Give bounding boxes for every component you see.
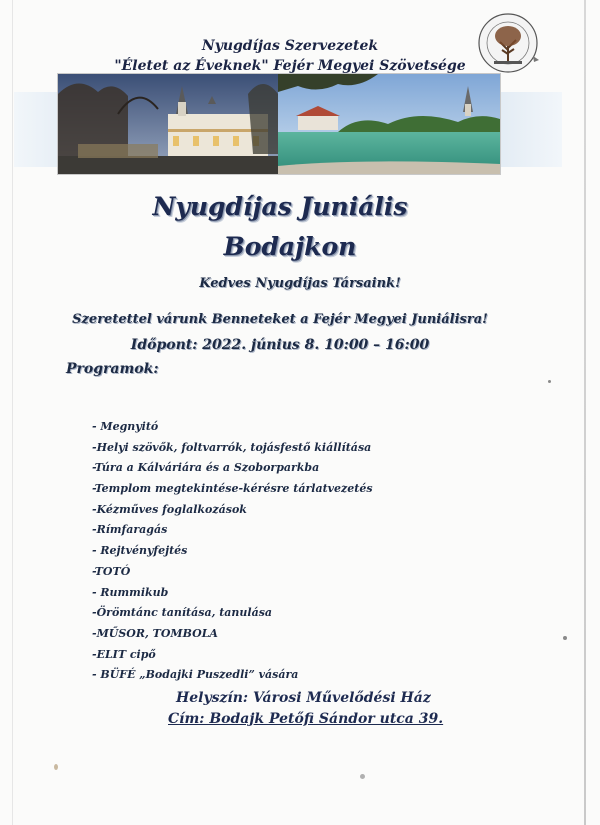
church-building-photo	[58, 74, 500, 174]
scan-speck	[54, 764, 58, 770]
tree-seal-icon	[477, 12, 539, 74]
program-item: -MŰSOR, TOMBOLA	[92, 626, 218, 640]
org-name-line2: "Életet az Éveknek" Fejér Megyei Szövetsége	[114, 58, 466, 74]
page-edge-left	[12, 0, 13, 825]
program-item: -Kézműves foglalkozások	[92, 502, 247, 516]
program-item: -Helyi szövők, foltvarrók, tojásfestő kiállítása	[92, 440, 372, 454]
organization-header	[90, 36, 490, 76]
main-title-line2: Bodajkon	[223, 232, 357, 261]
program-item: - Rejtvényfejtés	[92, 544, 188, 558]
program-item: -Templom megtekintése-kérésre tárlatvezetés	[92, 482, 373, 496]
scan-speck	[563, 636, 567, 640]
program-item: - Rummikub	[92, 585, 169, 599]
org-name-line1: Nyugdíjas Szervezetek	[201, 38, 379, 54]
program-list	[92, 417, 373, 686]
scan-speck	[360, 774, 365, 779]
greeting-text: Kedves Nyugdíjas Társaink!	[199, 276, 401, 291]
programs-heading: Programok:	[66, 361, 159, 377]
header-banner	[58, 74, 500, 174]
program-item: -Rímfaragás	[92, 523, 168, 537]
venue-text: Helyszín: Városi Művelődési Ház	[176, 690, 431, 706]
event-datetime: Időpont: 2022. június 8. 10:00 – 16:00	[130, 337, 430, 353]
program-item: - Megnyitó	[92, 420, 159, 433]
address-text: Cím: Bodajk Petőfi Sándor utca 39.	[168, 711, 444, 727]
program-item: - BÜFÉ „Bodajki Puszedli” vására	[92, 668, 299, 682]
program-item: -ELIT cipő	[92, 647, 156, 661]
thermal-lake-photo	[278, 74, 500, 174]
program-item: -TOTÓ	[92, 564, 131, 578]
invitation-text: Szeretettel várunk Benneteket a Fejér Megyei Juniálisra!	[72, 312, 488, 327]
scan-speck	[548, 380, 551, 383]
program-item: -Örömtánc tanítása, tanulása	[92, 606, 273, 620]
page-edge-right	[584, 0, 586, 825]
main-title-line1: Nyugdíjas Juniális	[152, 192, 408, 221]
program-item: -Túra a Kálváriára és a Szoborparkba	[92, 461, 320, 475]
